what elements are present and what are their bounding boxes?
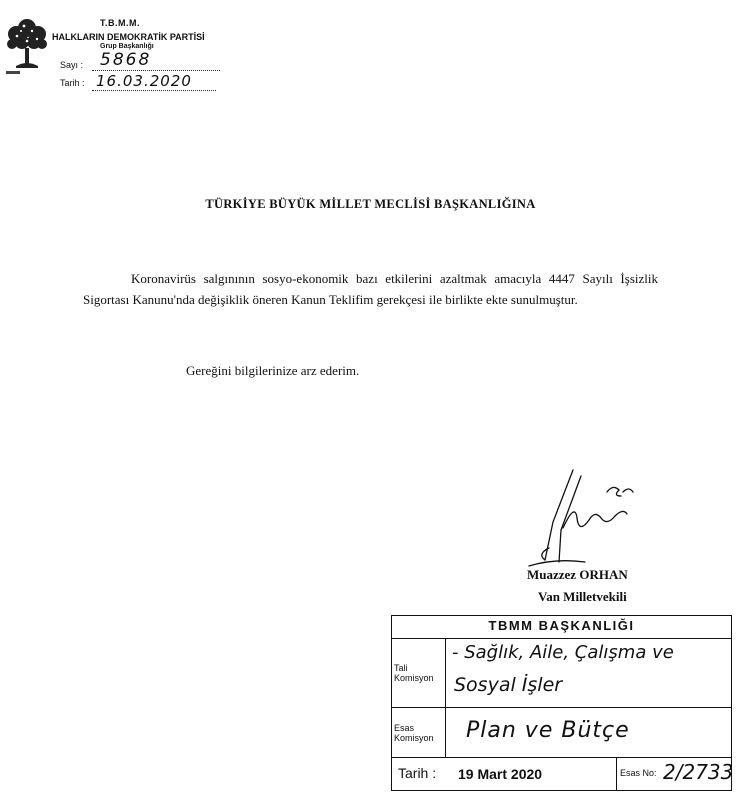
handwritten-signature [515,462,665,582]
signer-title: Van Milletvekili [538,589,627,604]
registry-tarih-label: Tarih : [398,765,437,781]
closing-line: Gereğini bilgilerinize arz ederim. [186,363,360,378]
esas-no-value: 2/2733 [663,760,734,784]
tali-label-line2: Komisyon [394,672,434,683]
stamp-sayi-label: Sayı : [60,60,84,70]
esas-no-label: Esas No: [620,768,657,778]
body-paragraph: Koronavirüs salgınının sosyo-ekonomik bazı etkilerini azaltmak amacıyla 4447 Sayılı İşsizlik Sigortası Kanunu'nda değişiklik öneren Kanun Teklifim gerekçesi ile birlikte ekte sunulmuştur. [83,271,658,307]
document-heading: TÜRKİYE BÜYÜK MİLLET MECLİSİ BAŞKANLIĞINA [205,197,536,211]
stamp-tarih-value: 16.03.2020 [92,72,216,91]
stamp-group: Grup Başkanlığı [100,43,154,50]
registry-header: TBMM BAŞKANLIĞI [392,616,731,639]
registry-esas-row [392,708,731,758]
esas-label-line2: Komisyon [394,732,434,743]
tali-commission-line1: - Sağlık, Aile, Çalışma ve [452,642,674,663]
registry-stamp-box [391,615,732,791]
esas-label-line1: Esas [394,722,415,733]
esas-commission-value: Plan ve Bütçe [466,718,630,743]
signer-name: Muazzez ORHAN [527,567,628,582]
registry-tali-label [392,638,446,707]
registry-tali-row [392,638,731,708]
registry-esas-no-cell [616,758,734,790]
party-stamp [4,10,234,110]
stamp-party-name: HALKLARIN DEMOKRATİK PARTİSİ [52,32,205,42]
stamp-sayi-value: 5868 [92,50,220,71]
registry-date-row [392,758,734,790]
stamp-tarih-label: Tarih : [60,78,85,88]
registry-tarih-value: 19 Mart 2020 [458,766,543,782]
tali-commission-line2: Sosyal İşler [454,674,563,696]
registry-esas-label [392,708,446,757]
tali-label-line1: Tali [394,662,408,673]
stamp-org-abbr: T.B.M.M. [100,18,140,28]
tree-logo-icon [4,14,50,76]
